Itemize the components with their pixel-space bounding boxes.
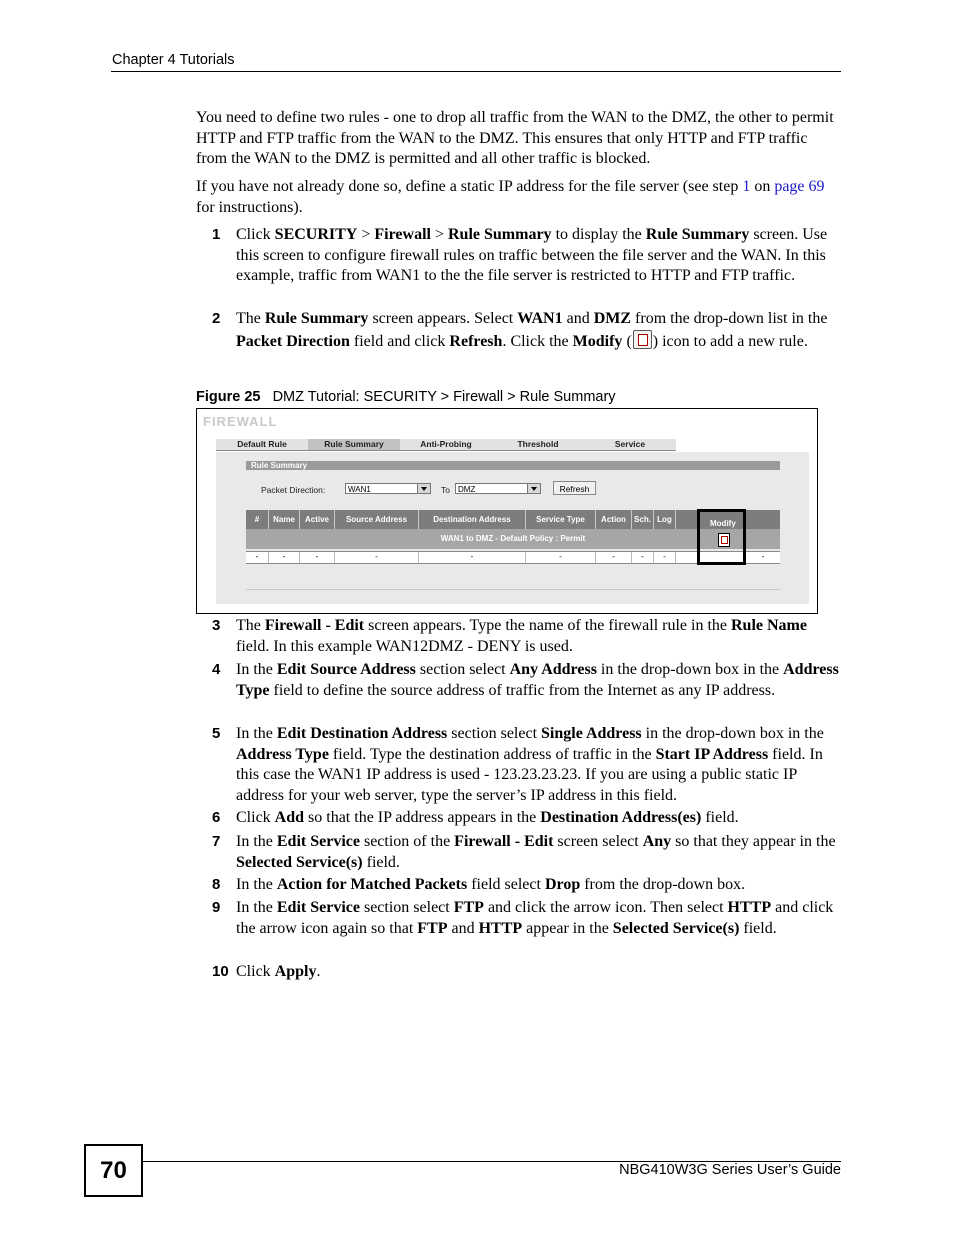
ui-term: Drop [544, 876, 581, 893]
ui-term: Selected Service(s) [612, 919, 740, 937]
step-9 [212, 898, 842, 939]
step-text: The Firewall - Edit screen appears. Type the name of the firewall rule in the Rule Name field. In this example WAN12DMZ - DENY is used. [236, 617, 807, 655]
intro-text-c: for instructions). [196, 198, 303, 216]
modify-icon [633, 330, 652, 349]
step-number: 9 [212, 899, 221, 916]
ui-term: Edit Source Address [276, 661, 416, 678]
tab-rule-summary[interactable]: Rule Summary [308, 439, 400, 451]
step-3 [212, 616, 842, 657]
ui-term: Edit Service [276, 833, 360, 850]
step-text: Click Add so that the IP address appears in the Destination Address(es) field. [236, 809, 739, 826]
step-1-link[interactable]: 1 [742, 178, 751, 195]
ui-term: Apply [274, 963, 317, 980]
tab-threshold[interactable]: Threshold [492, 439, 584, 451]
ui-term: HTTP [727, 899, 772, 916]
table-cell: - [419, 552, 526, 563]
ui-term: Add [274, 809, 305, 826]
from-interface-select[interactable] [345, 483, 431, 494]
to-label: To [441, 485, 450, 495]
column-schedule: Sch. [632, 510, 654, 529]
rule-summary-section-bar: Rule Summary [246, 461, 780, 470]
table-cell: - [526, 552, 596, 563]
ui-term: Modify [572, 332, 623, 350]
to-interface-select[interactable] [455, 483, 541, 494]
step-text: Click Apply. [236, 963, 321, 980]
ui-term: Edit Service [276, 899, 360, 916]
column-source-address: Source Address [335, 510, 419, 529]
refresh-button[interactable]: Refresh [553, 481, 596, 495]
chevron-down-icon [527, 484, 540, 493]
chapter-header: Chapter 4 Tutorials [112, 52, 235, 68]
firewall-title: FIREWALL [203, 414, 278, 429]
from-interface-value: WAN1 [348, 485, 371, 494]
step-number: 8 [212, 876, 221, 893]
step-number: 4 [212, 661, 221, 678]
firewall-screenshot [196, 408, 818, 614]
step-text: In the Action for Matched Packets field select Drop from the drop-down box. [236, 876, 746, 893]
ui-term: Address Type [236, 661, 839, 699]
ui-term: SECURITY [274, 226, 358, 243]
column-log: Log [654, 510, 676, 529]
ui-term: Firewall [374, 226, 431, 243]
ui-term: Any [642, 833, 672, 850]
step-8 [212, 875, 842, 896]
step-2 [212, 309, 842, 352]
ui-term: Rule Summary [645, 226, 750, 243]
step-text: In the Edit Source Address section select Any Address in the drop-down box in the Address Type field to define the source address of traffic from the Internet as any IP address. [236, 661, 839, 699]
column-modify: Modify [710, 519, 736, 528]
ui-term: Rule Name [731, 617, 807, 634]
table-cell: - [761, 552, 765, 561]
step-number: 1 [212, 226, 221, 243]
to-interface-value: DMZ [458, 485, 476, 494]
column-name: Name [269, 510, 300, 529]
header-divider [111, 71, 841, 72]
table-cell: - [632, 552, 654, 563]
ui-term: FTP [417, 919, 448, 937]
column-destination-address: Destination Address [419, 510, 526, 529]
step-number: 6 [212, 809, 221, 826]
intro-paragraph-1: You need to define two rules - one to drop all traffic from the WAN to the DMZ, the other to permit HTTP and FTP traffic from the WAN to the DMZ. This ensures that only HTTP and FTP traffic from the WAN to the DMZ is permitted and all other traffic is blocked. [196, 109, 834, 167]
figure-caption [196, 389, 616, 405]
page-number: 70 [84, 1144, 143, 1197]
step-text: The Rule Summary screen appears. Select WAN1 and DMZ from the drop-down list in the Packet Direction field and click Refresh. Click the Modify ( ) icon to add a new rule. [236, 310, 828, 350]
table-cell: - [269, 552, 300, 563]
step-text: In the Edit Service section select FTP and click the arrow icon. Then select HTTP and click the arrow icon again so that FTP and HTTP appear in the Selected Service(s) field. [236, 899, 834, 937]
ui-term: Packet Direction [236, 332, 350, 350]
table-cell: - [246, 552, 269, 563]
ui-term: HTTP [478, 919, 523, 937]
figure-label: Figure 25 [196, 389, 261, 405]
step-number: 3 [212, 617, 221, 634]
step-7 [212, 832, 842, 873]
tab-default-rule[interactable]: Default Rule [216, 439, 308, 451]
step-number: 2 [212, 310, 221, 327]
column-active: Active [300, 510, 335, 529]
step-text: Click SECURITY > Firewall > Rule Summary to display the Rule Summary screen. Use this screen to configure firewall rules on traffic between the file server and the WAN. In this example, traffic from WAN1 to the the file server is restricted to HTTP and FTP traffic. [236, 226, 828, 284]
step-5 [212, 724, 842, 806]
page-69-link[interactable]: page 69 [774, 178, 825, 195]
table-cell: - [300, 552, 335, 563]
ui-term: Firewall - Edit [264, 617, 365, 634]
tab-service[interactable]: Service [584, 439, 676, 451]
packet-direction-label: Packet Direction: [261, 485, 326, 495]
ui-term: DMZ [593, 310, 632, 327]
table-cell: - [335, 552, 419, 563]
ui-term: FTP [453, 899, 484, 916]
panel-divider [246, 589, 780, 590]
chevron-down-icon [417, 484, 430, 493]
step-10 [212, 962, 842, 983]
step-6 [212, 808, 842, 829]
intro-text-a: If you have not already done so, define a static IP address for the file server (see step [196, 178, 743, 195]
guide-title: NBG410W3G Series User’s Guide [619, 1162, 841, 1178]
intro-paragraph-2 [196, 177, 841, 218]
ui-term: Address Type [236, 745, 329, 763]
step-text: In the Edit Service section of the Firewall - Edit screen select Any so that they appear in the Selected Service(s) field. [236, 833, 836, 871]
ui-term: Edit Destination Address [276, 725, 448, 742]
tab-anti-probing[interactable]: Anti-Probing [400, 439, 492, 451]
intro-text-b: on [750, 178, 775, 195]
figure-caption-text: DMZ Tutorial: SECURITY > Firewall > Rule Summary [272, 389, 616, 405]
ui-term: Refresh [449, 332, 503, 350]
ui-term: Firewall - Edit [454, 833, 554, 850]
ui-term: WAN1 [517, 310, 563, 327]
step-number: 5 [212, 725, 221, 742]
step-number: 10 [212, 963, 229, 980]
ui-term: Selected Service(s) [236, 853, 363, 871]
column-action: Action [596, 510, 632, 529]
table-cell: - [596, 552, 632, 563]
column-number: # [246, 510, 269, 529]
step-text: In the Edit Destination Address section select Single Address in the drop-down box in the Address Type field. Type the destination address of traffic in the Start IP Address field. In this case the WAN1 IP address is used - 123.23.23.23. If you are using a public static IP address for your web server, type the server’s IP address in this field. [236, 725, 824, 804]
step-number: 7 [212, 833, 221, 850]
ui-term: Action for Matched Packets [276, 876, 468, 893]
ui-term: Rule Summary [448, 226, 552, 243]
ui-term: Any Address [509, 661, 597, 678]
default-policy-row: WAN1 to DMZ - Default Policy : Permit [246, 529, 780, 549]
step-4 [212, 660, 842, 701]
ui-term: Destination Address(es) [540, 809, 702, 826]
ui-term: Rule Summary [264, 310, 369, 327]
table-cell: - [654, 552, 676, 563]
modify-icon[interactable] [718, 533, 730, 547]
ui-term: Start IP Address [655, 745, 769, 763]
ui-term: Single Address [541, 725, 642, 742]
step-1 [212, 225, 842, 287]
column-service-type: Service Type [526, 510, 596, 529]
